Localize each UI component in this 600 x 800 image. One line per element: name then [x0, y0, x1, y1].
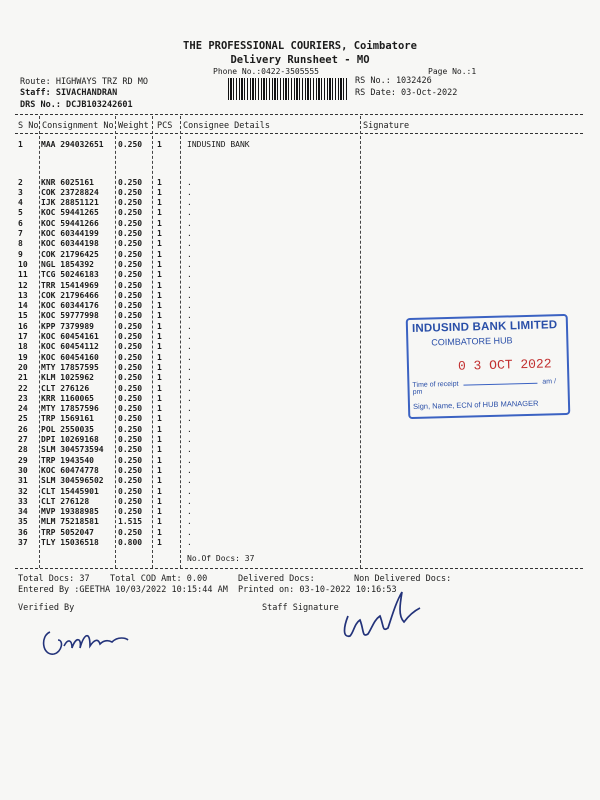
consignee-detail: .: [187, 435, 192, 444]
phone-number: Phone No.:0422-3505555: [213, 67, 319, 76]
consignment-number: TCG 50246183: [41, 270, 99, 280]
consignee-detail: .: [187, 414, 192, 424]
serial-number: 28: [18, 445, 28, 455]
pieces-count: 1: [157, 445, 162, 455]
pieces-count: 1: [157, 239, 162, 249]
consignee-detail: .: [187, 383, 192, 393]
entered-by: Entered By :GEETHA 10/03/2022 10:15:44 AM: [18, 585, 228, 595]
pieces-count: 1: [157, 486, 162, 496]
consignee-detail: .: [187, 321, 192, 331]
consignment-number: KOC 60344176: [41, 301, 99, 311]
serial-number: 34: [18, 507, 28, 517]
pieces-count: 1: [157, 140, 162, 149]
weight-value: 0.250: [118, 342, 143, 352]
verified-by-signature: [38, 610, 138, 660]
consignee-detail: .: [187, 496, 192, 506]
consignment-number: TRR 15414969: [41, 280, 99, 290]
pieces-count: 1: [157, 332, 162, 341]
consignee-detail: .: [187, 208, 192, 218]
pieces-count: 1: [157, 270, 162, 280]
consignment-number: COK 21796466: [41, 290, 99, 300]
verified-by-label: Verified By: [18, 603, 75, 613]
weight-value: 0.250: [118, 383, 143, 393]
pieces-count: 1: [157, 208, 162, 218]
consignment-number: COK 21796425: [41, 249, 99, 259]
stamp-time-of-receipt: [412, 378, 567, 396]
weight-value: 0.250: [118, 476, 143, 486]
consignment-number: MTY 17857596: [41, 404, 99, 414]
table-row: [0, 188, 600, 198]
consignee-detail: .: [187, 229, 192, 238]
consignee-detail: .: [187, 352, 192, 362]
weight-value: 0.250: [118, 218, 143, 228]
serial-number: 21: [18, 373, 28, 383]
table-row: [0, 456, 600, 466]
header-rule-bottom: [15, 133, 583, 134]
weight-value: 0.250: [118, 352, 143, 362]
serial-number: 17: [18, 332, 28, 341]
weight-value: 0.250: [118, 465, 143, 475]
consignment-number: DPI 10269168: [41, 435, 99, 444]
pieces-count: 1: [157, 290, 162, 300]
table-row: [0, 435, 600, 445]
consignment-number: KOC 59441266: [41, 218, 99, 228]
serial-number: 18: [18, 342, 28, 352]
consignment-number: TRP 1569161: [41, 414, 94, 424]
weight-value: 0.250: [118, 229, 143, 238]
pieces-count: 1: [157, 342, 162, 352]
pieces-count: 1: [157, 198, 162, 208]
delivered-docs: Delivered Docs:: [238, 574, 315, 584]
serial-number: 11: [18, 270, 28, 280]
weight-value: 0.250: [118, 486, 143, 496]
staff-signature: [330, 586, 440, 646]
col-consignment: Consignment No: [42, 121, 114, 131]
consignee-detail: .: [187, 270, 192, 280]
serial-number: 27: [18, 435, 28, 444]
serial-number: 15: [18, 311, 28, 321]
consignee-detail: .: [187, 311, 192, 321]
staff-signature-label: Staff Signature: [262, 603, 339, 613]
table-row: [0, 229, 600, 239]
weight-value: 0.250: [118, 198, 143, 208]
table-row: [0, 178, 600, 188]
pieces-count: 1: [157, 218, 162, 228]
stamp-date: 0 3 OCT 2022: [457, 356, 552, 374]
pieces-count: 1: [157, 476, 162, 486]
serial-number: 3: [18, 187, 23, 197]
table-row: [0, 538, 600, 548]
route-label: Route: HIGHWAYS TRZ RD MO: [20, 77, 148, 87]
table-row: [0, 497, 600, 507]
weight-value: 0.250: [118, 507, 143, 517]
table-row: [0, 528, 600, 538]
consignment-number: TRP 5052047: [41, 527, 94, 537]
drs-number: DRS No.: DCJB103242601: [20, 100, 133, 110]
serial-number: 19: [18, 352, 28, 362]
consignment-number: IJK 28851121: [41, 198, 99, 208]
consignee-detail: .: [187, 393, 192, 403]
consignee-detail: .: [187, 198, 192, 208]
serial-number: 23: [18, 393, 28, 403]
rs-date: RS Date: 03-Oct-2022: [355, 88, 458, 98]
consignment-number: KOC 59777998: [41, 311, 99, 321]
consignment-number: KPP 7379989: [41, 321, 94, 331]
consignee-detail: .: [187, 455, 192, 465]
consignee-detail: .: [187, 373, 192, 383]
pieces-count: 1: [157, 435, 162, 444]
stamp-time-suffix: am / pm: [412, 378, 557, 396]
weight-value: 0.250: [118, 249, 143, 259]
consignee-detail: .: [187, 177, 192, 187]
consignee-detail: .: [187, 527, 192, 537]
consignee-detail: .: [187, 507, 192, 517]
table-row: [0, 517, 600, 527]
consignment-number: TRP 1943540: [41, 455, 94, 465]
serial-number: 5: [18, 208, 23, 218]
pieces-count: 1: [157, 517, 162, 527]
staff-label: Staff: SIVACHANDRAN: [20, 88, 118, 98]
pieces-count: 1: [157, 465, 162, 475]
pieces-count: 1: [157, 249, 162, 259]
table-row: [0, 487, 600, 497]
serial-number: 36: [18, 527, 28, 537]
consignment-number: NGL 1854392: [41, 259, 94, 269]
consignment-number: KOC 60454161: [41, 332, 99, 341]
serial-number: 8: [18, 239, 23, 249]
total-docs: Total Docs: 37: [18, 574, 90, 584]
rs-number: RS No.: 1032426: [355, 76, 432, 86]
pieces-count: 1: [157, 404, 162, 414]
consignment-number: SLM 304573594: [41, 445, 104, 455]
table-row: [0, 445, 600, 455]
pieces-count: 1: [157, 362, 162, 372]
serial-number: 29: [18, 455, 28, 465]
document-subtitle: Delivery Runsheet - MO: [230, 54, 370, 66]
weight-value: 0.250: [118, 321, 143, 331]
col-weight: Weight: [118, 121, 149, 131]
consignee-detail: .: [187, 476, 192, 486]
table-row: [0, 281, 600, 291]
consignee-detail: .: [187, 290, 192, 300]
pieces-count: 1: [157, 455, 162, 465]
bank-receipt-stamp: [406, 314, 571, 419]
stamp-hub: COIMBATORE HUB: [431, 335, 513, 348]
consignee-detail: .: [187, 486, 192, 496]
consignee-detail: .: [187, 301, 192, 311]
consignee-detail: .: [187, 280, 192, 290]
table-row: [0, 250, 600, 260]
consignee-detail: .: [187, 239, 192, 249]
consignee-detail: .: [187, 362, 192, 372]
serial-number: 37: [18, 538, 28, 547]
table-row: [0, 301, 600, 311]
consignment-number: KRR 1160065: [41, 393, 94, 403]
serial-number: 7: [18, 229, 23, 238]
serial-number: 33: [18, 496, 28, 506]
consignment-number: TLY 15036518: [41, 538, 99, 547]
serial-number: 12: [18, 280, 28, 290]
weight-value: 0.250: [118, 414, 143, 424]
pieces-count: 1: [157, 177, 162, 187]
pieces-count: 1: [157, 280, 162, 290]
consignment-number: MLM 75218581: [41, 517, 99, 527]
consignment-number: MAA 294032651: [41, 140, 104, 149]
company-title: THE PROFESSIONAL COURIERS, Coimbatore: [183, 40, 417, 52]
pieces-count: 1: [157, 301, 162, 311]
serial-number: 20: [18, 362, 28, 372]
pieces-count: 1: [157, 383, 162, 393]
weight-value: 0.250: [118, 362, 143, 372]
stamp-time-label: Time of receipt: [412, 380, 459, 389]
weight-value: 0.250: [118, 435, 143, 444]
consignee-detail: .: [187, 218, 192, 228]
consignment-number: KOC 60454112: [41, 342, 99, 352]
pieces-count: 1: [157, 321, 162, 331]
serial-number: 1: [18, 140, 23, 149]
table-row: [0, 425, 600, 435]
serial-number: 6: [18, 218, 23, 228]
pieces-count: 1: [157, 393, 162, 403]
consignment-number: KOC 60474778: [41, 465, 99, 475]
weight-value: 0.250: [118, 404, 143, 414]
consignee-detail: INDUSIND BANK: [187, 140, 250, 149]
serial-number: 10: [18, 259, 28, 269]
consignee-detail: .: [187, 332, 192, 341]
weight-value: 0.250: [118, 239, 143, 249]
table-row: [0, 260, 600, 270]
serial-number: 14: [18, 301, 28, 311]
col-signature: Signature: [363, 121, 410, 131]
serial-number: 35: [18, 517, 28, 527]
serial-number: 26: [18, 424, 28, 434]
weight-value: 0.250: [118, 208, 143, 218]
consignee-detail: .: [187, 445, 192, 455]
weight-value: 0.250: [118, 496, 143, 506]
serial-number: 9: [18, 249, 23, 259]
weight-value: 0.250: [118, 373, 143, 383]
weight-value: 1.515: [118, 517, 143, 527]
weight-value: 0.250: [118, 140, 143, 149]
weight-value: 0.250: [118, 177, 143, 187]
consignment-number: CLT 276128: [41, 496, 90, 506]
table-row: [0, 291, 600, 301]
barcode: [228, 78, 348, 100]
stamp-bank-name: INDUSIND BANK LIMITED: [411, 319, 558, 335]
page-number: Page No.:1: [428, 67, 477, 76]
serial-number: 31: [18, 476, 28, 486]
serial-number: 22: [18, 383, 28, 393]
consignee-detail: .: [187, 424, 192, 434]
consignment-number: KOC 60454160: [41, 352, 99, 362]
consignee-detail: .: [187, 259, 192, 269]
weight-value: 0.250: [118, 424, 143, 434]
header-rule-top: [15, 114, 583, 115]
consignment-number: KOC 60344199: [41, 229, 99, 238]
pieces-count: 1: [157, 229, 162, 238]
table-row: [0, 270, 600, 280]
consignment-number: KOC 60344198: [41, 239, 99, 249]
table-row: [0, 507, 600, 517]
col-sno: S No: [18, 121, 39, 131]
col-consignee: Consignee Details: [183, 121, 270, 131]
weight-value: 0.250: [118, 455, 143, 465]
table-row: [0, 198, 600, 208]
serial-number: 30: [18, 465, 28, 475]
serial-number: 13: [18, 290, 28, 300]
weight-value: 0.250: [118, 280, 143, 290]
col-pcs: PCS: [157, 121, 173, 131]
weight-value: 0.250: [118, 290, 143, 300]
table-row: [0, 239, 600, 249]
serial-number: 24: [18, 404, 28, 414]
table-row: [0, 208, 600, 218]
table-rule-bottom: [15, 568, 583, 569]
serial-number: 25: [18, 414, 28, 424]
table-row: [0, 140, 600, 150]
table-row: [0, 219, 600, 229]
serial-number: 2: [18, 177, 23, 187]
consignment-number: MTY 17857595: [41, 362, 99, 372]
consignment-number: POL 2550035: [41, 424, 94, 434]
weight-value: 0.250: [118, 187, 143, 197]
consignee-detail: .: [187, 404, 192, 414]
consignment-number: CLT 15445901: [41, 486, 99, 496]
serial-number: 16: [18, 321, 28, 331]
consignee-detail: .: [187, 342, 192, 352]
pieces-count: 1: [157, 538, 162, 547]
serial-number: 32: [18, 486, 28, 496]
pieces-count: 1: [157, 496, 162, 506]
consignment-number: KNR 6025161: [41, 177, 94, 187]
pieces-count: 1: [157, 311, 162, 321]
pieces-count: 1: [157, 414, 162, 424]
table-row: [0, 466, 600, 476]
consignee-detail: .: [187, 187, 192, 197]
weight-value: 0.250: [118, 445, 143, 455]
consignee-detail: .: [187, 249, 192, 259]
pieces-count: 1: [157, 507, 162, 517]
weight-value: 0.250: [118, 393, 143, 403]
pieces-count: 1: [157, 187, 162, 197]
total-cod-amount: Total COD Amt: 0.00: [110, 574, 208, 584]
pieces-count: 1: [157, 527, 162, 537]
weight-value: 0.250: [118, 301, 143, 311]
pieces-count: 1: [157, 259, 162, 269]
stamp-sign-label: Sign, Name, ECN of HUB MANAGER: [412, 398, 539, 411]
consignment-number: MVP 19388985: [41, 507, 99, 517]
pieces-count: 1: [157, 352, 162, 362]
weight-value: 0.250: [118, 270, 143, 280]
non-delivered-docs: Non Delivered Docs:: [354, 574, 452, 584]
weight-value: 0.250: [118, 311, 143, 321]
pieces-count: 1: [157, 373, 162, 383]
weight-value: 0.800: [118, 538, 143, 547]
consignment-number: COK 23728824: [41, 187, 99, 197]
printed-on: Printed on: 03-10-2022 10:16:53: [238, 585, 397, 595]
weight-value: 0.250: [118, 332, 143, 341]
serial-number: 4: [18, 198, 23, 208]
consignment-number: SLM 304596502: [41, 476, 104, 486]
consignee-detail: .: [187, 517, 192, 527]
pieces-count: 1: [157, 424, 162, 434]
consignee-detail: .: [187, 465, 192, 475]
consignment-number: CLT 276126: [41, 383, 90, 393]
no-of-docs: No.Of Docs: 37: [187, 554, 255, 563]
table-row: [0, 476, 600, 486]
consignment-number: KOC 59441265: [41, 208, 99, 218]
consignment-number: KLM 1025962: [41, 373, 94, 383]
weight-value: 0.250: [118, 259, 143, 269]
weight-value: 0.250: [118, 527, 143, 537]
consignee-detail: .: [187, 538, 192, 547]
